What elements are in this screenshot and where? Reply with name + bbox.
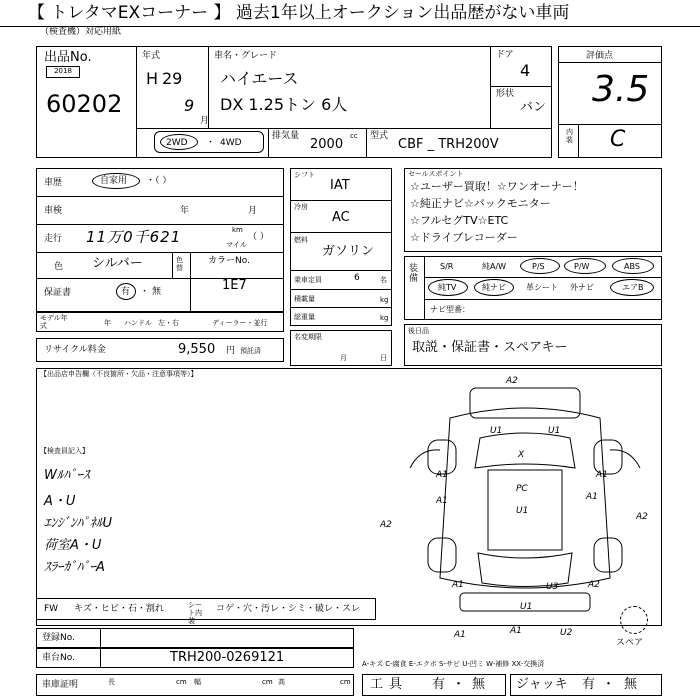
inspector-note-4: 荷室A・U — [44, 538, 102, 553]
type-label: 型式 — [370, 131, 389, 141]
recycle-unit: 円 — [226, 346, 236, 356]
selling-point-3: ☆フルセグTV☆ETC — [410, 214, 509, 227]
tools-label: 工具 — [370, 677, 409, 692]
handle-value: 左・右 — [158, 319, 179, 327]
gross-label: 総重量 — [294, 313, 315, 321]
mark-a1-b: A1 — [596, 470, 608, 480]
jack-label: ジャッキ — [516, 677, 568, 692]
recycle-label: リサイクル料金 — [44, 345, 106, 355]
proof-cm-2: cm — [262, 678, 273, 686]
selling-point-4: ☆ドライブレコーダー — [410, 231, 518, 244]
history-owned: 自家用 — [100, 176, 128, 186]
mark-a2-left: A2 — [380, 520, 392, 530]
registration-label: 登録No. — [42, 633, 75, 643]
riding-value: 6 — [354, 273, 360, 283]
equip-leather: 革シート — [526, 283, 558, 292]
docs-value: 取説・保証書・スペアキー — [412, 340, 568, 355]
history-rest: ・（ ） — [146, 176, 172, 186]
model-year-label: モデル年式 — [40, 314, 68, 330]
mark-a1-g: A1 — [510, 626, 522, 636]
drive-sep: ・ — [206, 138, 216, 148]
color-code-label: カラーNo. — [208, 256, 250, 266]
fw-label: FW — [44, 604, 59, 614]
mark-a1-a: A1 — [436, 470, 448, 480]
equip-ps: P/S — [532, 262, 545, 271]
model-year: 29 — [162, 69, 183, 88]
spare-label: スペア — [616, 638, 644, 648]
mileage-label: 走行 — [44, 234, 63, 244]
interior-label: 内装 — [566, 128, 573, 144]
model-year-unit: 年 — [104, 319, 111, 327]
mark-u1-a: U1 — [490, 426, 503, 436]
mark-a1-d: A1 — [586, 492, 598, 502]
inspector-label: 【検査員記入】 — [40, 447, 89, 455]
color-value: シルバー — [92, 256, 143, 271]
proof-cm-1: cm — [176, 678, 187, 686]
equip-aw: 純A/W — [482, 262, 507, 271]
doors: 4 — [520, 61, 531, 80]
inspection-year-unit: 年 — [180, 206, 190, 216]
exhibitor-label: 【出品店申告欄（不良箇所・欠品・注意事項等）】 — [40, 370, 198, 378]
seat-items: コゲ・穴・汚レ・シミ・破レ・スレ — [216, 604, 361, 614]
car-grade: DX 1.25トン 6人 — [220, 95, 348, 114]
load-label: 積載量 — [294, 295, 315, 303]
inspection-label: 車検 — [44, 206, 63, 216]
banner-text: 【 トレタマEXコーナー 】 過去1年以上オークション出品歴がない車両 — [28, 3, 570, 23]
fuel-label: 燃料 — [294, 236, 308, 244]
mark-pc: PC — [516, 484, 528, 494]
warranty-sep: ・ — [140, 287, 150, 297]
dealer-label: ディーラー・並行 — [212, 319, 268, 327]
recycle-amount: 9,550 — [178, 342, 216, 357]
mileage-mile: マイル — [226, 241, 247, 249]
model-month: 9 — [184, 96, 195, 115]
form-subnote: （検査機）対応用紙 — [40, 27, 122, 37]
mileage-km: km — [232, 226, 243, 234]
equip-pw: P/W — [574, 262, 590, 271]
gross-unit: kg — [380, 314, 389, 322]
mark-u1-b: U1 — [548, 426, 561, 436]
equip-sr: S/R — [440, 262, 454, 271]
inspector-note-5: ｽﾗｰｶﾞﾊﾞｰA — [44, 560, 105, 575]
shape: バン — [520, 100, 547, 115]
fuel-value: ガソリン — [322, 244, 375, 259]
interior-grade: C — [610, 127, 626, 152]
inspection-month-unit: 月 — [248, 206, 258, 216]
jack-no: 無 — [624, 677, 638, 692]
mark-a1-c: A1 — [436, 496, 448, 506]
ac-label: 冷房 — [294, 203, 308, 211]
selling-point-2: ☆純正ナビ☆バックモニター — [410, 197, 551, 210]
proof-cm-3: cm — [340, 678, 351, 686]
damage-legend: A-キズ C-腐食 E-エクボ S-サビ U-凹ミ W-補修 XX-交換済 — [362, 660, 545, 668]
displacement-unit: cc — [350, 132, 358, 140]
jack-sep: ・ — [602, 677, 616, 692]
selling-points-label: セールスポイント — [408, 170, 464, 178]
lot-number: 60202 — [46, 90, 123, 118]
spare-tire-icon — [620, 606, 648, 634]
mark-u2: U2 — [560, 628, 573, 638]
name-change-day: 日 — [380, 354, 387, 362]
mark-a2-rear: A2 — [588, 580, 600, 590]
rating-score: 3.5 — [592, 69, 650, 110]
mark-x: X — [518, 450, 525, 460]
warranty-label: 保証書 — [44, 288, 72, 298]
warranty-yes: 有 — [121, 287, 131, 297]
shift-label: シフト — [294, 171, 315, 179]
equipment-label: 装備 — [409, 264, 419, 284]
equip-airbag: エアB — [622, 283, 644, 292]
mark-u3: U3 — [546, 582, 559, 592]
jack-yes: 有 — [582, 677, 596, 692]
color-change-label: 色替 — [176, 256, 183, 272]
riding-label: 乗車定員 — [294, 276, 322, 284]
fw-items: キズ・ヒビ・石・割れ — [74, 604, 164, 614]
model-type: CBF _ TRH200V — [398, 137, 499, 152]
lot-year-tag: 2018 — [46, 66, 80, 78]
displacement-label: 排気量 — [272, 131, 300, 141]
mark-u1-d: U1 — [520, 602, 533, 612]
docs-label: 後日品 — [408, 327, 429, 335]
chassis-label: 車台No. — [42, 653, 75, 663]
drive-2wd: 2WD — [166, 138, 188, 148]
color-code: 1E7 — [222, 278, 247, 293]
riding-unit: 名 — [380, 276, 387, 284]
equip-abs: ABS — [624, 262, 640, 271]
seat-label: シート内装 — [188, 601, 202, 625]
mark-a2-right: A2 — [636, 512, 648, 522]
mark-u1-c: U1 — [516, 506, 529, 516]
recycle-note: 預託済 — [240, 347, 261, 355]
registration-row — [36, 628, 354, 648]
door-label: ドア — [496, 50, 514, 60]
proof-width: 幅 — [194, 678, 201, 686]
mark-a1-e: A1 — [452, 580, 464, 590]
ac-value: AC — [332, 210, 350, 225]
proof-height: 高 — [278, 678, 285, 686]
mark-a2-top: A2 — [506, 376, 518, 386]
mileage-paren: （ ） — [248, 232, 269, 242]
displacement: 2000 — [310, 137, 344, 152]
load-unit: kg — [380, 296, 389, 304]
inspector-note-2: A・U — [44, 494, 76, 509]
tools-sep: ・ — [452, 677, 466, 692]
history-label: 車歴 — [44, 178, 63, 188]
handle-label: ハンドル — [124, 319, 152, 327]
shape-label: 形状 — [496, 89, 515, 99]
color-label: 色 — [54, 262, 64, 272]
shift-value: IAT — [330, 178, 350, 193]
selling-point-1: ☆ユーザー買取！☆ワンオーナー！ — [410, 180, 584, 193]
drive-4wd: 4WD — [220, 138, 242, 148]
era: H — [146, 69, 159, 88]
name-change-month: 月 — [340, 354, 347, 362]
equip-tv: 純TV — [438, 283, 457, 292]
mark-a1-f: A1 — [454, 630, 466, 640]
tools-yes: 有 — [432, 677, 446, 692]
garage-proof-label: 車庫証明 — [42, 680, 79, 690]
car-name: ハイエース — [220, 69, 299, 88]
chassis-value: TRH200-0269121 — [170, 650, 285, 665]
month-unit: 月 — [200, 116, 210, 126]
rating-label: 評価点 — [586, 51, 614, 61]
navi-label: ナビ型番： — [430, 305, 470, 314]
equip-navi: 純ナビ — [482, 283, 506, 292]
name-label: 車名・グレード — [214, 51, 278, 61]
equip-ext-navi: 外ナビ — [570, 283, 594, 292]
proof-length: 長 — [108, 678, 115, 686]
year-label: 年式 — [142, 51, 161, 61]
header-banner — [0, 0, 700, 27]
warranty-no: 無 — [152, 287, 162, 297]
tools-no: 無 — [472, 677, 486, 692]
inspector-note-3: ｴﾝｼﾞﾝﾊﾟﾈﾙU — [44, 516, 113, 531]
name-change-label: 名変期限 — [294, 333, 322, 341]
mileage-value: 11万0千621 — [86, 228, 182, 246]
inspector-note-1: Wﾙﾊﾞｰｽ — [44, 468, 90, 483]
lot-label: 出品No. — [44, 50, 92, 65]
